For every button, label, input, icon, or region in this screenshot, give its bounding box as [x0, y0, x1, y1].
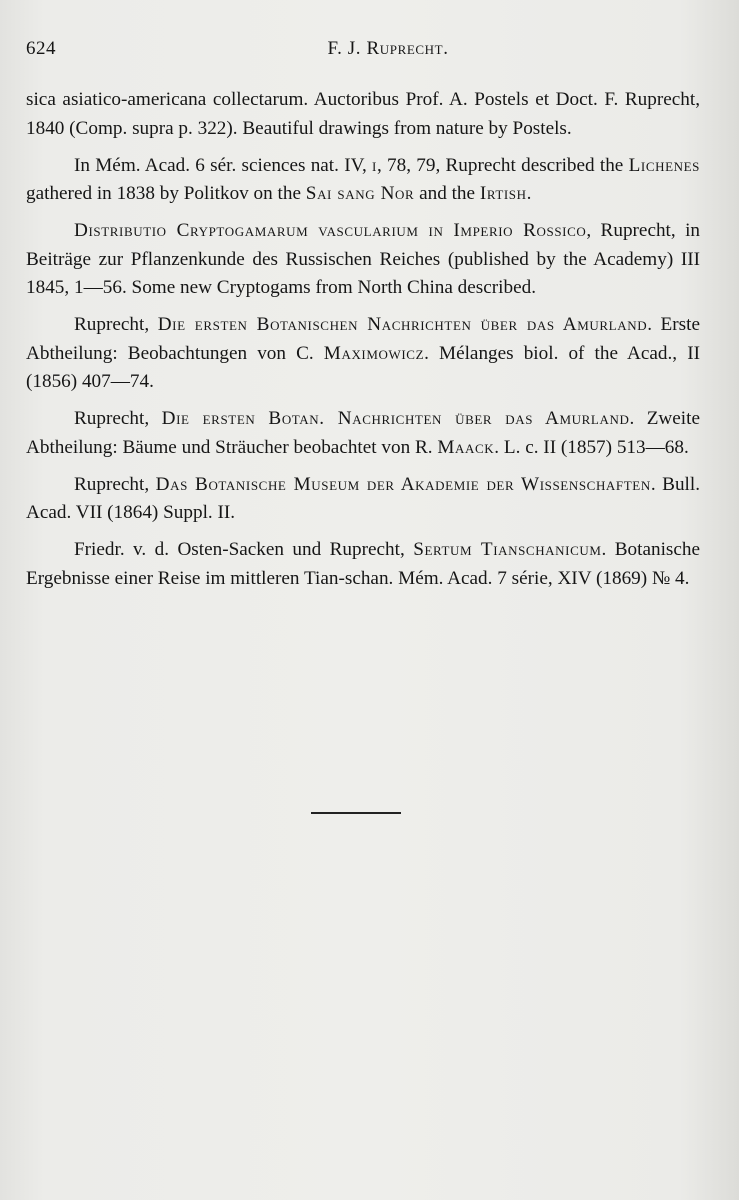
- paragraph-5-author: Ruprecht,: [74, 408, 162, 429]
- paragraph-6-text: . Bull. Acad. VII (1864) Suppl. II.: [26, 473, 700, 523]
- paragraph-4-title: Die ersten Botanischen Nachrichten über das Amurland: [157, 314, 648, 335]
- paragraph-2: [26, 152, 700, 209]
- paragraph-4-author: Ruprecht,: [74, 314, 158, 335]
- paragraph-2-text-g: and the: [414, 183, 480, 204]
- paragraph-5-text-c: . Zweite Abtheilung: Bäume und Sträucher beobachtet von R.: [26, 408, 700, 458]
- paragraph-7-title: Sertum Tianschanicum: [413, 539, 602, 560]
- paragraph-7-authors: Friedr. v. d. Osten-Sacken und Ruprecht,: [74, 539, 414, 560]
- paragraph-5: [26, 405, 700, 462]
- paragraph-2-text-e: gathered in 1838 by Politkov on the: [26, 183, 306, 204]
- paragraph-3: [26, 217, 700, 303]
- page-number: 624: [26, 38, 56, 59]
- paragraph-3-text: , Ruprecht, in Beiträge zur Pflanzenkunde des Russischen Reiches (published by the Academy) III 1845, 1—56. Some new Cryptogams from North China described.: [26, 220, 700, 298]
- paragraph-5-maack: Maack: [437, 436, 495, 458]
- paragraph-4-maximowicz: Maximowicz: [323, 342, 425, 364]
- paragraph-2-lichenes: Lichenes: [628, 154, 701, 176]
- paragraph-2-text-i: .: [526, 183, 532, 204]
- paragraph-5-title: Die ersten Botan. Nachrichten über das Amurland: [161, 408, 630, 429]
- paragraph-3-title: Distributio Cryptogamarum vascularium in Imperio Rossico: [74, 220, 587, 241]
- paragraph-7: [26, 536, 700, 593]
- paragraph-7-text: . Botanische Ergebnisse einer Reise im mittleren Tian-schan. Mém. Acad. 7 série, XIV (1869) № 4.: [26, 539, 700, 589]
- paragraph-5-text-e: . L. c. II (1857) 513—68.: [494, 436, 689, 458]
- paragraph-2-irtish: Irtish: [479, 183, 527, 204]
- body-text: [26, 86, 700, 602]
- paragraph-2-text-c: , 78, 79, Ruprecht described the: [376, 154, 629, 176]
- paragraph-1: [26, 86, 700, 143]
- paragraph-6: [26, 471, 700, 528]
- paragraph-6-title: Das Botanische Museum der Akademie der Wissenschaften: [155, 473, 651, 495]
- paragraph-4: [26, 311, 700, 397]
- paragraph-4-text-c: . Erste Abtheilung: Beobachtungen von C.: [26, 314, 700, 364]
- section-end-rule: [311, 812, 401, 814]
- paragraph-6-author: Ruprecht,: [74, 473, 156, 495]
- paragraph-2-sai-sang-nor: Sai sang Nor: [305, 183, 415, 204]
- running-head: F. J. Ruprecht.: [327, 38, 449, 59]
- paragraph-4-text-e: . Mélanges biol. of the Acad., II (1856) 407—74.: [26, 342, 700, 392]
- paragraph-2-text-a: In Mém. Acad. 6 sér. sciences nat. IV,: [74, 154, 373, 176]
- paragraph-2-roman-numeral: i: [372, 154, 377, 176]
- paragraph-1-text: sica asiatico-americana collectarum. Auctoribus Prof. A. Postels et Doct. F. Ruprecht, 1840 (Comp. supra p. 322). Beautiful drawings from nature by Postels.: [26, 89, 700, 139]
- page-header: [26, 38, 710, 62]
